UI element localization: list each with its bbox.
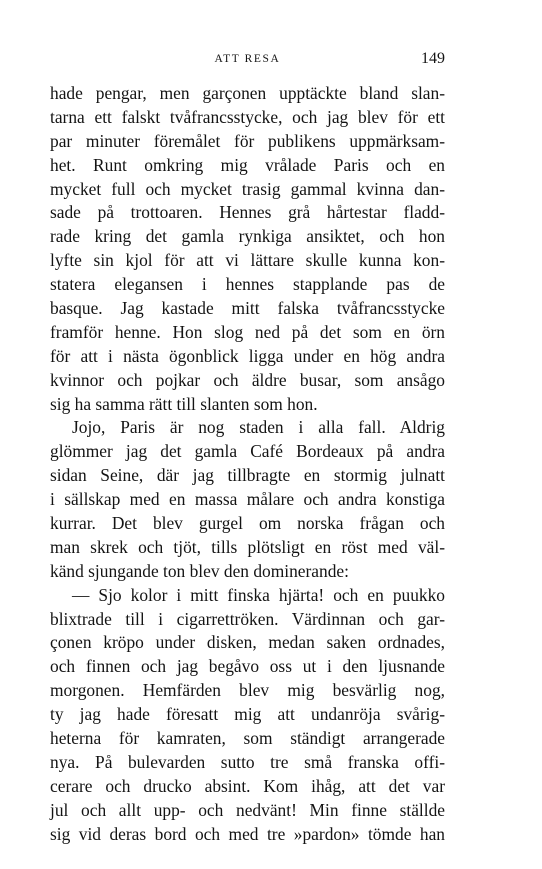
text-line: sidan Seine, där jag tillbragte en stormig julnatt [50, 465, 445, 486]
text-line: par minuter föremålet för publikens uppmärksam- [50, 130, 445, 151]
text-line: heterna för kamraten, som ständigt arrangerade [50, 728, 445, 749]
text-line: basque. Jag kastade mitt falska tvåfrancsstycke [50, 298, 445, 319]
text-line: kurrar. Det blev gurgel om norska frågan och [50, 513, 445, 534]
text-line: hade pengar, men garçonen upptäckte bland slan- [50, 83, 445, 103]
running-head: ATT RESA [214, 53, 281, 65]
text-line: ty jag hade föresatt mig att undanröja svårig- [50, 704, 445, 725]
text-line: glömmer jag det gamla Café Bordeaux på andra [50, 441, 445, 462]
text-line: känd sjungande ton blev den dominerande: [50, 560, 349, 581]
text-line: mycket full och mycket trasig gammal kvinna dan- [50, 178, 445, 199]
text-line: çonen kröpo under disken, medan saken ordnades, [50, 632, 445, 653]
page-number: 149 [421, 50, 445, 67]
text-line: nya. På bulevarden sutto tre små franska offi- [50, 751, 445, 772]
text-line: sig vid deras bord och med tre »pardon» tömde han [50, 823, 445, 844]
text-line: tarna ett falskt tvåfrancsstycke, och jag blev för ett [50, 106, 445, 127]
text-line: framför henne. Hon slog ned på det som en örn [50, 321, 445, 342]
text-line: och finnen och jag begåvo oss ut i den ljusnande [50, 656, 445, 677]
text-line: sig ha samma rätt till slanten som hon. [50, 393, 318, 414]
text-line: i sällskap med en massa målare och andra konstiga [50, 489, 445, 510]
text-line: — Sjo kolor i mitt finska hjärta! och en puukko [72, 584, 445, 605]
text-line: kvinnor och pojkar och äldre busar, som ansågo [50, 369, 445, 390]
text-line: man skrek och tjöt, tills plötsligt en röst med väl- [50, 536, 445, 557]
text-line: blixtrade till i cigarrettröken. Värdinnan och gar- [50, 608, 445, 629]
text-line: sade på trottoaren. Hennes grå hårtestar fladd- [50, 202, 445, 223]
text-line: lyfte sin kjol för att vi lättare skulle kunna kon- [50, 250, 445, 271]
text-line: cerare och drucko absint. Kom ihåg, att det var [50, 775, 445, 796]
body-text [50, 82, 445, 847]
text-line: statera elegansen i hennes stapplande pas de [50, 274, 445, 295]
text-line: för att i nästa ögonblick ligga under en hög andra [50, 345, 445, 366]
page-header [50, 50, 445, 72]
text-line: het. Runt omkring mig vrålade Paris och en [50, 154, 445, 175]
text-line: rade kring det gamla rynkiga ansiktet, och hon [50, 226, 445, 247]
text-line: morgonen. Hemfärden blev mig besvärlig nog, [50, 680, 445, 701]
text-line: Jojo, Paris är nog staden i alla fall. Aldrig [72, 417, 445, 438]
text-line: jul och allt upp- och nedvänt! Min finne ställde [50, 799, 445, 820]
